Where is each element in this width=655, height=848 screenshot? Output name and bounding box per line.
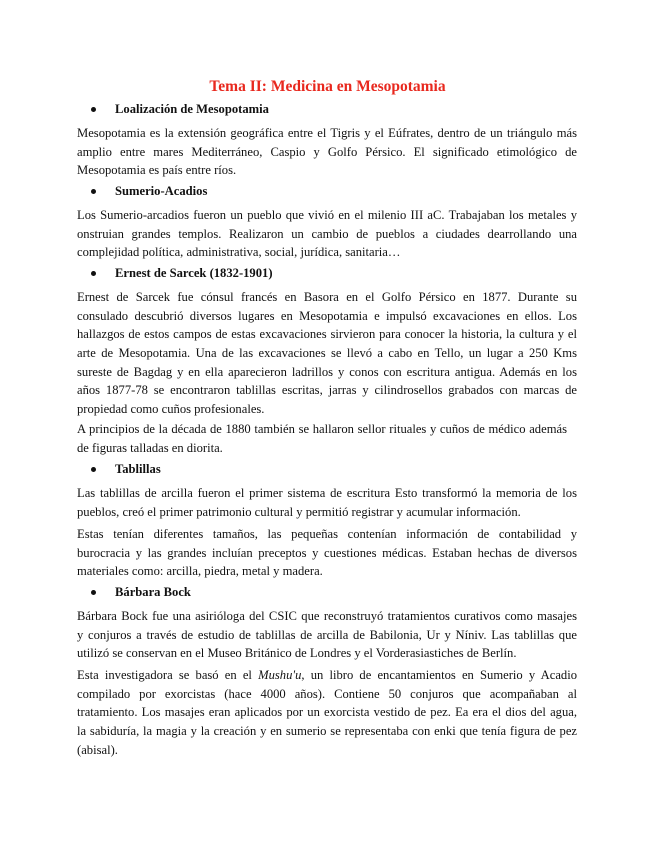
paragraph-localizacion [77,124,577,180]
paragraph-line: Bárbara Bock fue una asirióloga del CSIC que reconstruyó tratamientos curativos como masajes [77,609,577,623]
paragraph-line: la sabiduría, la magia y la creación y en sumerio se representaba con enki que tenía figura de pez [77,724,577,739]
paragraph-line: años 1877-78 se encontraron tablillas escritas, jarras y cilindrosellos grabados con marcas de [77,383,577,398]
section-heading-text: Ernest de Sarcek (1832-1901) [115,266,273,280]
paragraph-line: A principios de la década de 1880 también se hallaron sellor rituales y cuños de médico además [77,422,567,436]
paragraph-line: Ernest de Sarcek fue cónsul francés en Basora en el Golfo Pérsico en 1877. Durante su [77,290,577,304]
paragraph-line: Mesopotamia es la extensión geográfica entre el Tigris y el Eúfrates, dentro de un triángulo más [77,126,577,140]
page-title: Tema II: Medicina en Mesopotamia [209,78,446,95]
bullet-icon [91,189,96,194]
paragraph-line: tratamiento. Los masajes eran aplicados por un exorcista vestido de pez. Ea era el dios del agua, [77,705,577,720]
section-heading-text: Loalización de Mesopotamia [115,102,269,116]
paragraph-line: materiales como: arcilla, piedra, metal y madera. [77,564,323,579]
bullet-icon [91,467,96,472]
book-title-italic: Mushu'u [258,668,302,682]
paragraph-sarcek-2 [77,420,567,457]
paragraph-line: amplio entre mares Mediterráneo, Caspio y Golfo Pérsico. El significado etimológico de [77,144,577,159]
paragraph-tablillas-1 [77,484,577,521]
section-heading-text: Tablillas [115,462,161,476]
paragraph-line: Las tablillas de arcilla fueron el primer sistema de escritura Esto transformó la memoria de los [77,486,577,500]
paragraph-sarcek-1 [77,288,577,419]
paragraph-line: arte de Mesopotamia. Una de las excavaciones se llevó a cabo en Tello, un lugar a 250 Kms [77,346,577,361]
section-heading-text: Sumerio-Acadios [115,184,208,198]
paragraph-line: de figuras talladas en diorita. [77,440,223,455]
paragraph-line: sureste de Bagdag y en ella aparecieron ladrillos y conos con escritura antigua. Además en los [77,364,577,379]
paragraph-line: Estas tenían diferentes tamaños, las pequeñas contenían información de contabilidad y [77,527,577,541]
bullet-icon [91,107,96,112]
text-run: , un libro de encantamientos en Sumerio y Acadio [301,668,577,682]
paragraph-line: pueblos, creó el primer patrimonio cultural y permitió registrar y acumular información. [77,504,521,519]
paragraph-line: Mesopotamia es país entre ríos. [77,163,237,178]
paragraph-line: Los Sumerio-arcadios fueron un pueblo que vivió en el milenio III aC. Trabajaban los metales y [77,208,577,222]
paragraph-line: utilizó se conservan en el Museo Británico de Londres y el Vorderasiastiches de Berlín. [77,646,517,661]
paragraph-line [77,666,577,685]
paragraph-sumerio [77,206,577,262]
paragraph-line: hallazgos de estos campos de estas excavaciones sirvieron para conocer la historia, la cultura y el [77,327,577,342]
paragraph-bock-2 [77,666,577,759]
paragraph-tablillas-2 [77,525,577,581]
bullet-icon [91,271,96,276]
paragraph-line: complejidad política, administrativa, social, jurídica, sanitaria… [77,245,401,260]
paragraph-line: propiedad como cuños profesionales. [77,402,265,417]
paragraph-line: onstruian grandes templos. Realizaron un cambio de pueblos a ciudades dearrollando una [77,226,577,241]
paragraph-line: consulado descubrió diversos lugares en Mesopotamia e impulsó excavaciones en ellos. Los [77,308,577,323]
paragraph-bock-1 [77,607,577,663]
paragraph-line: burocracia y las grandes incluían preceptos y cuestiones médicas. Estaban hechas de diversos [77,545,577,560]
paragraph-line: compilado por exorcistas (hace 4000 años). Contiene 50 conjuros que acompañaban al [77,686,577,701]
paragraph-line: (abisal). [77,742,118,757]
paragraph-line: y conjuros a través de estudio de tablillas de arcilla de Babilonia, Ur y Níniv. Las tablillas que [77,627,577,642]
section-heading-text: Bárbara Bock [115,585,191,599]
bullet-icon [91,590,96,595]
text-run: Esta investigadora se basó en el [77,668,259,682]
